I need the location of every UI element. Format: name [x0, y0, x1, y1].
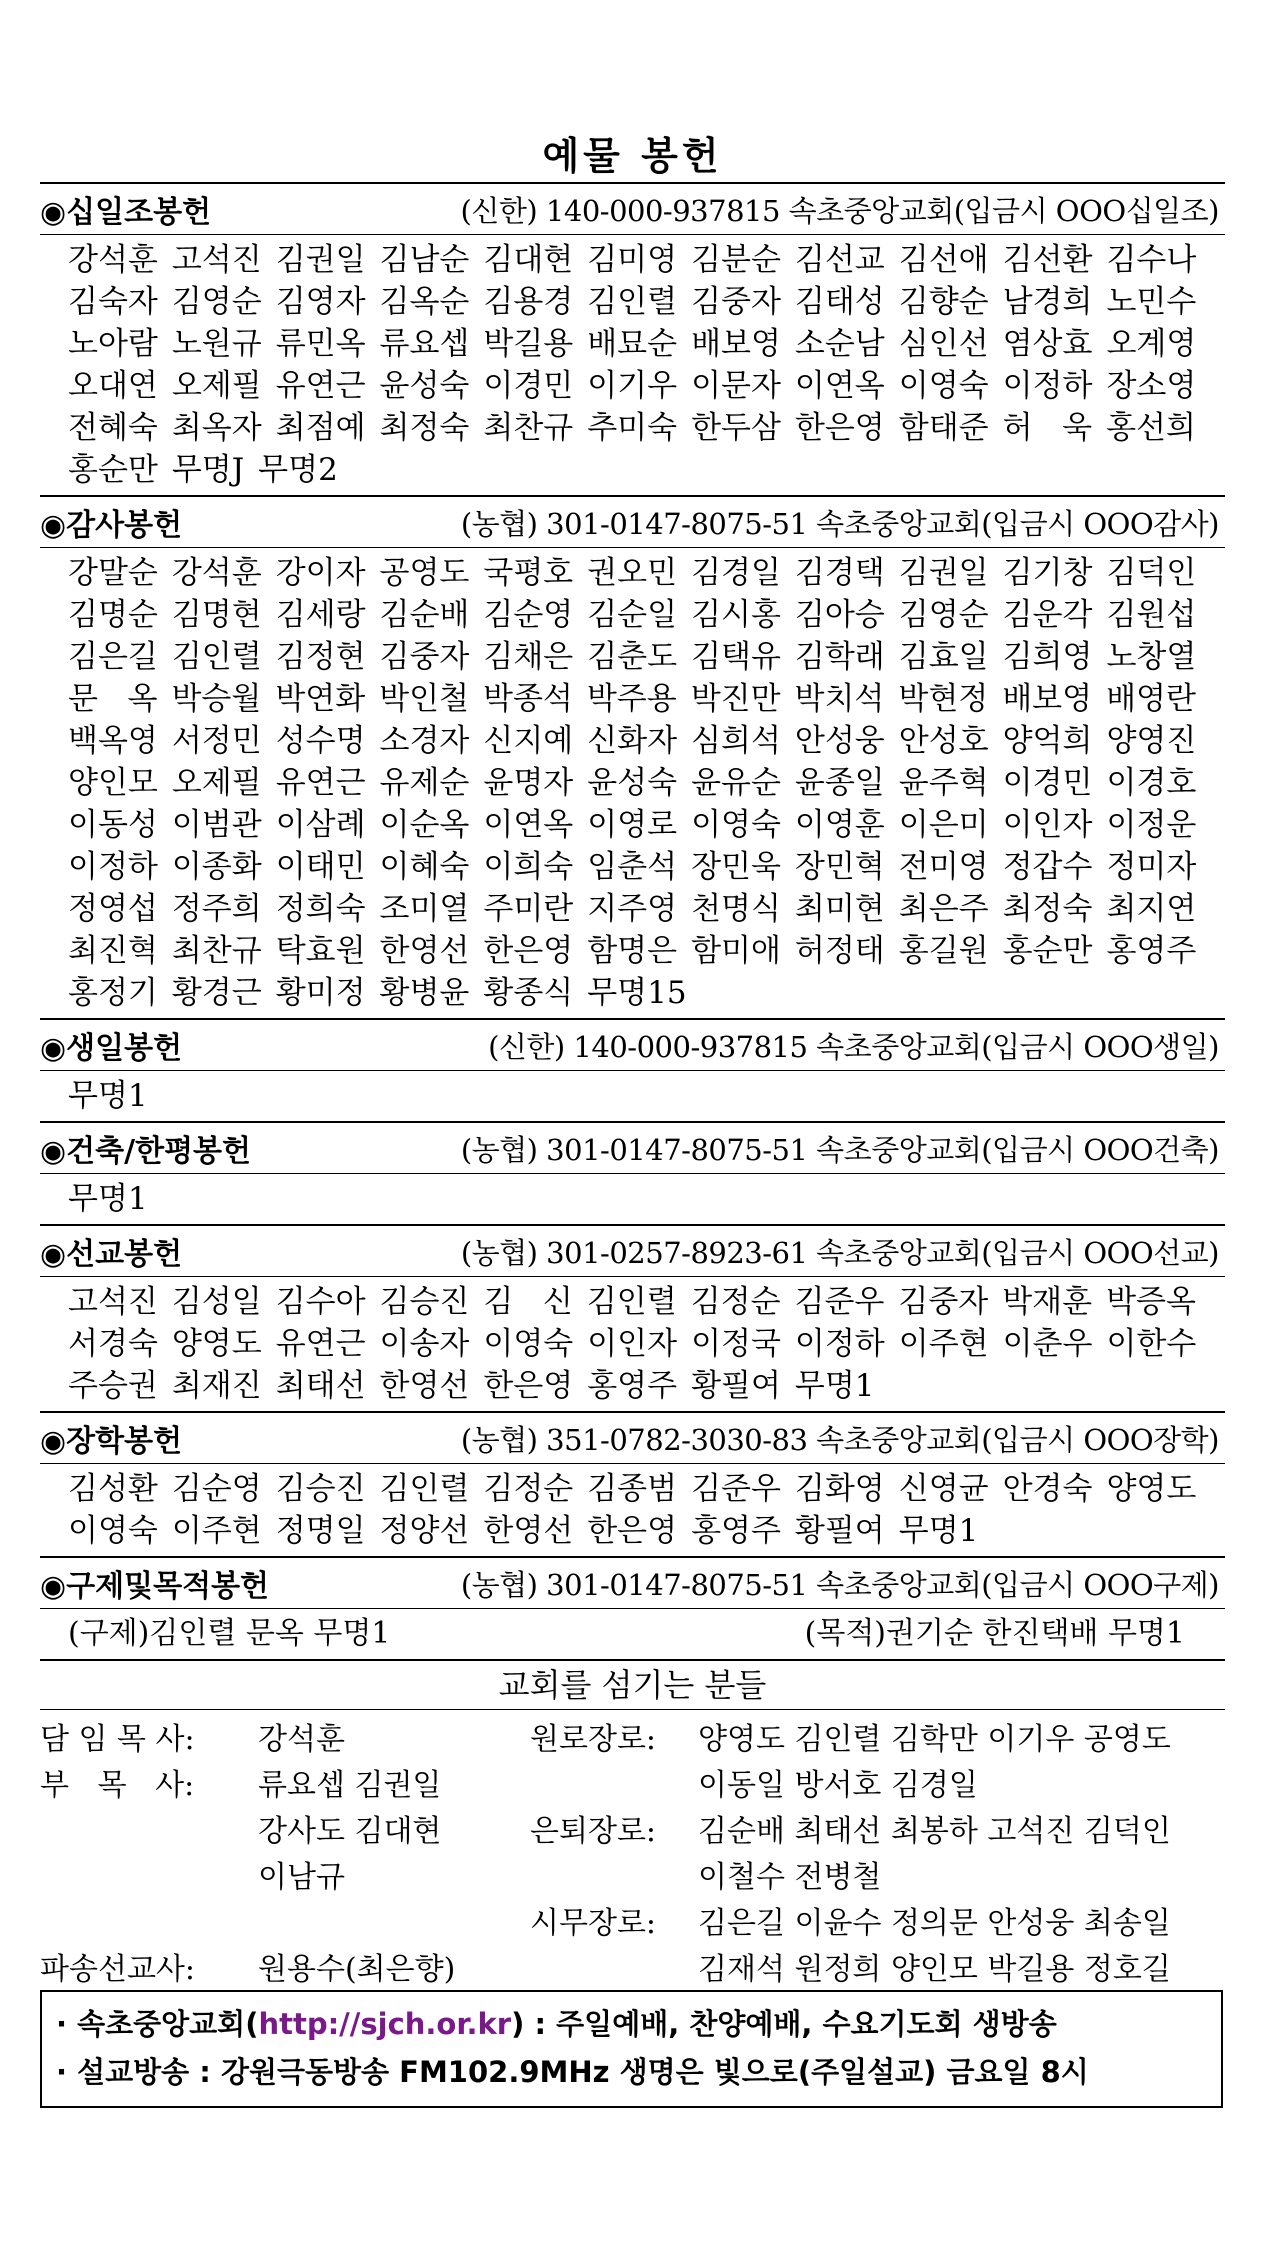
donor-name: 한은영	[483, 933, 574, 969]
donor-name: 최태선	[275, 1368, 366, 1404]
donor-name: 김운각	[1002, 597, 1093, 633]
donor-name: 노아람	[68, 326, 158, 362]
donor-name: 홍영주	[587, 1368, 678, 1404]
donor-name: 함태준	[898, 410, 989, 446]
retired-names-1: 김순배 최태선 최봉하 고석진 김덕인	[698, 1814, 1171, 1849]
donor-name: 김인렬	[379, 1471, 470, 1507]
associate-label: 부 목 사:	[40, 1768, 195, 1803]
donor-name: 정양선	[379, 1513, 470, 1549]
bank-account: (신한) 140-000-937815 속초중앙교회(입금시 OOO십일조)	[460, 193, 1219, 228]
donor-name: 무명J	[171, 452, 245, 488]
bank-account: (농협) 301-0257-8923-61 속초중앙교회(입금시 OOO선교)	[460, 1235, 1219, 1270]
donor-name: 김선환	[1002, 242, 1093, 278]
donor-name: 김종범	[587, 1471, 678, 1507]
donor-name: 김승진	[379, 1284, 470, 1320]
donor-name: 김대현	[483, 242, 574, 278]
retired-label: 은퇴장로:	[530, 1814, 657, 1849]
donor-name: 김희영	[1002, 639, 1093, 675]
donor-name: 이정운	[1106, 807, 1197, 843]
donor-name: 오제필	[171, 368, 262, 404]
donor-name: 최찬규	[171, 933, 262, 969]
bank-account: (농협) 301-0147-8075-51 속초중앙교회(입금시 OOO구제)	[460, 1567, 1219, 1602]
section-name: ◉선교봉헌	[40, 1237, 183, 1272]
offering-section	[40, 1018, 1225, 1121]
donor-name: 황종식	[483, 975, 574, 1011]
donor-name: 최지연	[1106, 891, 1197, 927]
donor-name: 박증옥	[1106, 1284, 1196, 1320]
donor-name: 박현정	[898, 681, 989, 717]
section-header	[40, 497, 1225, 548]
offering-sections	[40, 182, 1225, 1659]
associate-names-2: 강사도 김대현	[258, 1814, 442, 1849]
donor-name: 문 옥	[68, 681, 158, 717]
donor-name: 유제순	[379, 765, 470, 801]
donor-name: 홍순만	[68, 452, 158, 488]
donor-name: 신화자	[587, 723, 678, 759]
donor-name: 무명1	[898, 1513, 979, 1549]
donor-name: 이종화	[171, 849, 262, 885]
donor-name: 최은주	[898, 891, 989, 927]
donor-name: 김정현	[275, 639, 366, 675]
donor-name: 윤성숙	[379, 368, 470, 404]
donor-name: 한은영	[794, 410, 885, 446]
notice-line-1: · 속초중앙교회(http://sjch.or.kr) : 주일예배, 찬양예배, 수요기도회 생방송	[56, 2007, 1057, 2041]
donor-name: 국평호	[483, 555, 574, 591]
donor-name: 배영란	[1106, 681, 1196, 717]
donor-name: 김선교	[794, 242, 885, 278]
donor-name: 무명2	[258, 452, 338, 488]
donor-name: 천명식	[691, 891, 781, 927]
donor-name: 백옥영	[68, 723, 158, 759]
donor-name: 고석진	[171, 242, 262, 278]
donor-name: 추미숙	[587, 410, 678, 446]
donor-name: 노원규	[171, 326, 262, 362]
retired-names-2: 이철수 전병철	[698, 1860, 882, 1895]
donor-name: 최찬규	[483, 410, 574, 446]
donor-list	[40, 235, 1225, 495]
donor-name: 김명순	[68, 597, 158, 633]
donor-name: 이영훈	[794, 807, 885, 843]
senior-pastor-name: 강석훈	[258, 1722, 345, 1757]
associate-names-3: 이남규	[258, 1860, 345, 1895]
section-name: ◉감사봉헌	[40, 508, 183, 543]
donor-name: 홍정기	[68, 975, 158, 1011]
donor-name: 공영도	[379, 555, 470, 591]
section-header	[40, 1226, 1225, 1277]
broadcast-notice	[40, 1990, 1223, 2108]
donor-name: 소경자	[379, 723, 470, 759]
donor-name: 최진혁	[68, 933, 158, 969]
offering-section	[40, 1556, 1225, 1659]
section-header	[40, 1413, 1225, 1464]
donor-name: 정명일	[275, 1513, 366, 1549]
donor-name: 양영도	[171, 1326, 262, 1362]
donor-name: 허정태	[794, 933, 885, 969]
donor-name: 김채은	[483, 639, 574, 675]
purpose-donors: (목적)권기순 한진택배 무명1	[804, 1616, 1185, 1651]
donor-name: 김권일	[898, 555, 989, 591]
relief-donors: (구제)김인렬 문옥 무명1	[68, 1616, 391, 1651]
donor-name: 이태민	[275, 849, 366, 885]
donor-name: 전미영	[898, 849, 989, 885]
donor-name: 박치석	[794, 681, 885, 717]
donor-name: 박길용	[483, 326, 574, 362]
donor-name: 이혜숙	[379, 849, 470, 885]
donor-name: 황필여	[794, 1513, 885, 1549]
donor-name: 김성일	[171, 1284, 262, 1320]
donor-name: 윤주혁	[898, 765, 989, 801]
donor-name: 이영숙	[898, 368, 989, 404]
donor-name: 윤성숙	[587, 765, 678, 801]
donor-name: 김준우	[794, 1284, 885, 1320]
ministers-section	[40, 1659, 1225, 1992]
donor-name: 김택유	[691, 639, 781, 675]
donor-name: 이인자	[1002, 807, 1093, 843]
church-website-link[interactable]: http://sjch.or.kr	[258, 2007, 512, 2041]
donor-name: 강이자	[275, 555, 366, 591]
offering-section	[40, 1121, 1225, 1224]
donor-name: 함명은	[587, 933, 678, 969]
donor-name: 노민수	[1106, 284, 1197, 320]
donor-name: 이주현	[898, 1326, 989, 1362]
donor-name: 이정하	[68, 849, 158, 885]
active-names-2: 김재석 원정희 양인모 박길용 정호길	[698, 1952, 1171, 1987]
donor-name: 김영순	[898, 597, 989, 633]
donor-name: 홍선희	[1106, 410, 1196, 446]
donor-name: 배보영	[691, 326, 781, 362]
donor-name: 이연옥	[483, 807, 574, 843]
section-header	[40, 1123, 1225, 1174]
donor-name: 주승권	[68, 1368, 158, 1404]
donor-name: 최옥자	[171, 410, 262, 446]
donor-name: 양억희	[1002, 723, 1093, 759]
donor-list	[40, 1174, 1225, 1224]
donor-name: 염상효	[1002, 326, 1093, 362]
donor-name: 홍순만	[1002, 933, 1093, 969]
donor-name: 이삼례	[275, 807, 366, 843]
donor-list	[40, 1071, 1225, 1121]
donor-name: 이인자	[587, 1326, 678, 1362]
donor-name: 김남순	[379, 242, 470, 278]
donor-name: 안경숙	[1002, 1471, 1093, 1507]
bank-account: (농협) 301-0147-8075-51 속초중앙교회(입금시 OOO건축)	[460, 1132, 1219, 1167]
associate-names-1: 류요셉 김권일	[258, 1768, 442, 1803]
donor-name: 황미정	[275, 975, 366, 1011]
donor-name: 이경호	[1106, 765, 1197, 801]
donor-name: 김중자	[691, 284, 781, 320]
donor-name: 이경민	[1002, 765, 1093, 801]
donor-name: 정희숙	[275, 891, 366, 927]
donor-name: 류요셉	[379, 326, 470, 362]
offering-section	[40, 182, 1225, 495]
donor-name: 양영도	[1106, 1471, 1197, 1507]
donor-name: 이경민	[483, 368, 574, 404]
donor-name: 장민혁	[794, 849, 885, 885]
donor-name: 김인렬	[587, 284, 678, 320]
section-name: ◉건축/한평봉헌	[40, 1134, 252, 1169]
donor-name: 김 신	[483, 1284, 573, 1320]
donor-name: 권오민	[587, 555, 678, 591]
donor-name: 박종석	[483, 681, 573, 717]
donor-name: 배묘순	[587, 326, 678, 362]
donor-name: 양인모	[68, 765, 158, 801]
donor-name: 심희석	[691, 723, 781, 759]
donor-name: 지주영	[587, 891, 678, 927]
bank-account: (신한) 140-000-937815 속초중앙교회(입금시 OOO생일)	[488, 1029, 1219, 1064]
donor-name: 신지예	[483, 723, 574, 759]
section-header	[40, 1020, 1225, 1071]
donor-name: 김세랑	[275, 597, 366, 633]
donor-name: 정미자	[1106, 849, 1197, 885]
emeritus-names-1: 양영도 김인렬 김학만 이기우 공영도	[698, 1722, 1171, 1757]
donor-list	[40, 1277, 1225, 1411]
donor-name: 김인렬	[586, 1284, 677, 1320]
donor-name: 박주용	[586, 681, 677, 717]
donor-name: 김원섭	[1106, 597, 1197, 633]
offering-section	[40, 495, 1225, 1018]
donor-name: 박진만	[690, 681, 781, 717]
donor-name: 황병윤	[379, 975, 470, 1011]
donor-name: 박인철	[379, 681, 469, 717]
donor-name: 성수명	[275, 723, 366, 759]
page-title: 예물 봉헌	[542, 134, 723, 178]
donor-name: 김순일	[587, 597, 678, 633]
donor-name: 황경근	[171, 975, 262, 1011]
donor-name: 강말순	[68, 555, 158, 591]
donor-name: 이춘우	[1002, 1326, 1093, 1362]
donor-name: 김인렬	[171, 639, 262, 675]
donor-name: 김미영	[587, 242, 678, 278]
donor-name: 김영순	[171, 284, 262, 320]
donor-name: 오대연	[68, 368, 158, 404]
donor-name: 김중자	[379, 639, 470, 675]
donor-name: 서경숙	[68, 1326, 158, 1362]
donor-name: 정영섭	[68, 891, 158, 927]
active-label: 시무장로:	[530, 1906, 657, 1941]
donor-name: 이한수	[1106, 1326, 1197, 1362]
donor-name: 최점예	[275, 410, 366, 446]
donor-name: 무명1	[68, 1181, 148, 1217]
donor-name: 유연근	[275, 368, 366, 404]
donor-name: 김중자	[898, 1284, 989, 1320]
donor-name: 허 욱	[1002, 410, 1093, 446]
emeritus-names-2: 이동일 방서호 김경일	[698, 1768, 978, 1803]
donor-name: 홍길원	[898, 933, 989, 969]
donor-name: 윤유순	[691, 765, 781, 801]
bank-account: (농협) 301-0147-8075-51 속초중앙교회(입금시 OOO감사)	[460, 506, 1219, 541]
donor-name: 고석진	[68, 1284, 158, 1320]
donor-name: 김순영	[171, 1471, 262, 1507]
donor-name: 정갑수	[1002, 849, 1093, 885]
donor-name: 이연옥	[794, 368, 885, 404]
donor-name: 한영선	[483, 1513, 574, 1549]
section-header	[40, 184, 1225, 235]
offering-section	[40, 1411, 1225, 1556]
donor-name: 무명1	[794, 1368, 875, 1404]
donor-name: 박승월	[171, 681, 262, 717]
donor-name: 이주현	[171, 1513, 262, 1549]
donor-name: 김성환	[68, 1471, 158, 1507]
donor-name: 이순옥	[379, 807, 470, 843]
donor-name: 오제필	[171, 765, 262, 801]
donor-name: 안성웅	[794, 723, 885, 759]
donor-name: 김학래	[794, 639, 885, 675]
donor-name: 이정하	[1002, 368, 1093, 404]
donor-name: 김준우	[691, 1471, 781, 1507]
donor-name: 김명현	[171, 597, 262, 633]
section-name: ◉십일조봉헌	[40, 195, 212, 230]
donor-name: 박재훈	[1002, 1284, 1093, 1320]
donor-name: 한두삼	[691, 410, 781, 446]
donor-name: 김덕인	[1106, 555, 1197, 591]
donor-name: 이영로	[587, 807, 678, 843]
donor-name: 이희숙	[483, 849, 574, 885]
senior-pastor-label: 담 임 목 사:	[40, 1722, 195, 1757]
donor-name: 김옥순	[379, 284, 470, 320]
donor-name: 오계영	[1106, 326, 1197, 362]
donor-name: 무명15	[587, 975, 687, 1011]
donor-name: 양영진	[1106, 723, 1197, 759]
donor-name: 강석훈	[68, 242, 158, 278]
donor-name: 김승진	[275, 1471, 366, 1507]
donor-name: 이문자	[691, 368, 781, 404]
donor-name: 안성호	[898, 723, 989, 759]
missionary-name: 원용수(최은향)	[258, 1952, 456, 1987]
donor-name: 유연근	[275, 1326, 366, 1362]
offering-section	[40, 1224, 1225, 1411]
donor-name: 무명1	[68, 1078, 148, 1114]
donor-name: 김경일	[691, 555, 781, 591]
donor-name: 심인선	[898, 326, 989, 362]
donor-name: 이영숙	[483, 1326, 574, 1362]
section-header	[40, 1558, 1225, 1609]
active-names-1: 김은길 이윤수 정의문 안성웅 최송일	[698, 1906, 1171, 1941]
donor-list	[40, 1609, 1225, 1659]
donor-name: 한영선	[379, 1368, 470, 1404]
donor-name: 장소영	[1106, 368, 1197, 404]
donor-name: 김은길	[68, 639, 158, 675]
donor-name: 임춘석	[587, 849, 678, 885]
donor-name: 김아승	[794, 597, 885, 633]
donor-name: 홍영주	[1106, 933, 1197, 969]
donor-name: 조미열	[379, 891, 470, 927]
donor-name: 소순남	[794, 326, 885, 362]
donor-name: 김시홍	[691, 597, 781, 633]
donor-name: 이영숙	[691, 807, 781, 843]
donor-name: 한은영	[483, 1368, 574, 1404]
donor-name: 주미란	[483, 891, 574, 927]
donor-name: 김수나	[1106, 242, 1197, 278]
donor-name: 김화영	[794, 1471, 885, 1507]
donor-name: 홍영주	[691, 1513, 781, 1549]
section-name: ◉생일봉헌	[40, 1031, 183, 1066]
donor-name: 김순배	[379, 597, 470, 633]
donor-list	[40, 548, 1225, 1018]
donor-name: 이동성	[68, 807, 158, 843]
donor-name: 한영선	[379, 933, 470, 969]
donor-name: 김효일	[898, 639, 989, 675]
section-name: ◉장학봉헌	[40, 1424, 183, 1459]
donor-name: 최정숙	[1002, 891, 1093, 927]
donor-name: 김태성	[794, 284, 885, 320]
ministers-heading: 교회를 섬기는 분들	[40, 1661, 1225, 1710]
donor-name: 탁효원	[275, 933, 366, 969]
donor-name: 유연근	[275, 765, 366, 801]
donor-name: 김경택	[794, 555, 885, 591]
donor-name: 이기우	[587, 368, 678, 404]
donor-name: 이정하	[794, 1326, 885, 1362]
donor-name: 윤명자	[483, 765, 574, 801]
donor-name: 박연화	[275, 681, 366, 717]
donor-name: 서정민	[171, 723, 262, 759]
donor-name: 김선애	[898, 242, 989, 278]
donor-name: 윤종일	[794, 765, 885, 801]
donor-name: 장민욱	[691, 849, 781, 885]
donor-name: 김기창	[1002, 555, 1093, 591]
donor-name: 노창열	[1106, 639, 1197, 675]
section-name: ◉구제및목적봉헌	[40, 1569, 270, 1604]
missionary-label: 파송선교사:	[40, 1952, 196, 1987]
donor-name: 김영자	[275, 284, 366, 320]
donor-name: 한은영	[587, 1513, 678, 1549]
donor-list	[40, 1464, 1225, 1556]
emeritus-label: 원로장로:	[530, 1722, 657, 1757]
donor-name: 정주희	[171, 891, 262, 927]
donor-name: 이범관	[171, 807, 262, 843]
donor-name: 김춘도	[587, 639, 678, 675]
donor-name: 김순영	[483, 597, 574, 633]
donor-name: 김권일	[275, 242, 366, 278]
donor-name: 김정순	[483, 1471, 574, 1507]
donor-name: 김향순	[898, 284, 989, 320]
bank-account: (농협) 351-0782-3030-83 속초중앙교회(입금시 OOO장학)	[460, 1422, 1219, 1457]
donor-name: 최재진	[171, 1368, 262, 1404]
donor-name: 이은미	[898, 807, 989, 843]
donor-name: 이송자	[379, 1326, 470, 1362]
ministers-grid	[40, 1710, 1225, 1992]
donor-name: 이영숙	[68, 1513, 158, 1549]
offering-page	[40, 130, 1225, 1992]
donor-name: 김수아	[275, 1284, 366, 1320]
donor-name: 전혜숙	[68, 410, 158, 446]
donor-name: 김숙자	[68, 284, 158, 320]
donor-name: 류민옥	[275, 326, 366, 362]
donor-name: 최미현	[794, 891, 885, 927]
donor-name: 김분순	[691, 242, 781, 278]
donor-name: 강석훈	[171, 555, 262, 591]
donor-name: 황필여	[691, 1368, 781, 1404]
donor-name: 최정숙	[379, 410, 470, 446]
donor-name: 이정국	[691, 1326, 781, 1362]
donor-name: 김정순	[690, 1284, 781, 1320]
donor-name: 남경희	[1002, 284, 1093, 320]
donor-name: 배보영	[1002, 681, 1093, 717]
donor-name: 김용경	[483, 284, 574, 320]
donor-name: 함미애	[691, 933, 781, 969]
donor-name: 신영균	[898, 1471, 989, 1507]
notice-line-2: · 설교방송 : 강원극동방송 FM102.9MHz 생명은 빛으로(주일설교) 금요일 8시	[56, 2055, 1089, 2089]
